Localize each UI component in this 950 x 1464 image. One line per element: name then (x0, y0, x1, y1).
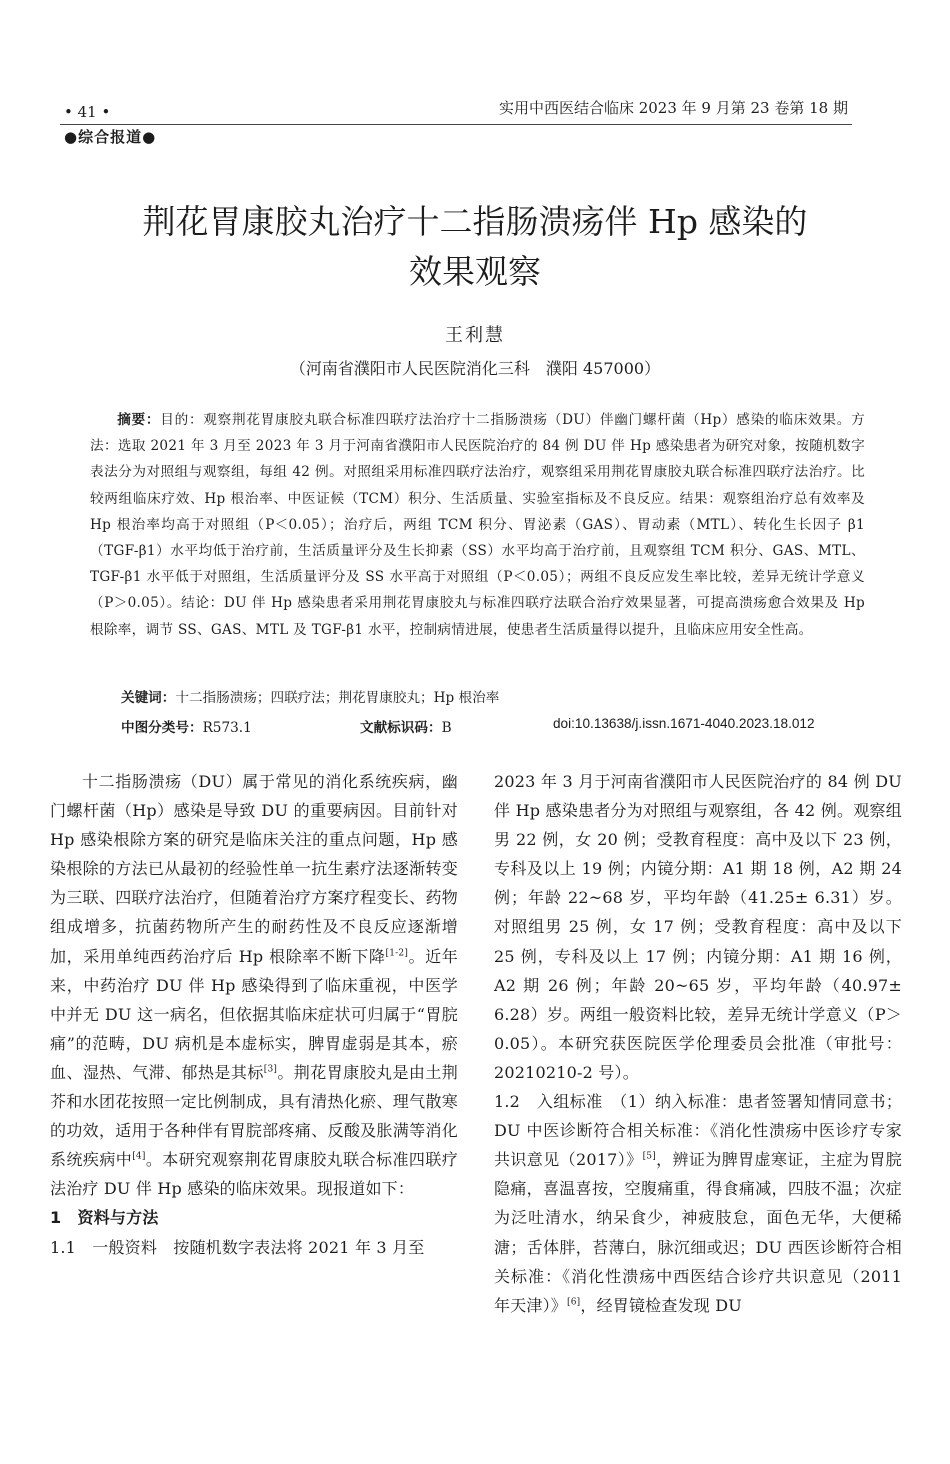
criteria-text-b: ，辨证为脾胃虚寒证，主症为胃脘隐痛，喜温喜按，空腹痛重，得食痛减，四肢不温；次症为泛吐清水，纳呆食少，神疲肢怠，面色无华，大便稀溏；舌体胖，苔薄白，脉沉细或迟；DU 西医诊断符合相关标准：《消化性溃疡中西医结合诊疗共识意见（2011 年天津）》 (494, 1150, 902, 1315)
general-data-paragraph: 2023 年 3 月于河南省濮阳市人民医院治疗的 84 例 DU 伴 Hp 感染患者分为对照组与观察组，各 42 例。观察组男 22 例，女 20 例；受教育程度：高中及以下 23 例，专科及以上 19 例；内镜分期：A1 期 18 例，A2 期 24 例；年龄 22~68 岁，平均年龄（41.25± 6.31）岁。对照组男 25 例，女 17 例；受教育程度：高中及以下 25 例，专科及以上 17 例；内镜分期：A1 期 16 例，A2 期 26 例；年龄 20~65 岁，平均年龄（40.97± 6.28）岁。两组一般资料比较，差异无统计学意义（P＞0.05）。本研究获医院医学伦理委员会批准（审批号：20210210-2 号）。 (494, 772, 902, 1082)
doc-code-label: 文献标识码： (360, 720, 442, 736)
section-tag: ●综合报道● (64, 128, 157, 146)
body-right-column (494, 767, 902, 1320)
citation: [3] (263, 1064, 278, 1075)
intro-paragraph (50, 767, 458, 1203)
abstract-text: 目的：观察荆花胃康胶丸联合标准四联疗法治疗十二指肠溃疡（DU）伴幽门螺杆菌（Hp）感染的临床效果。方法：选取 2021 年 3 月至 2023 年 3 月于河南省濮阳市人民医院治疗的 84 例 DU 伴 Hp 感染患者为研究对象，按随机数字表法分为对照组与观察组，每组 42 例。对照组采用标准四联疗法治疗，观察组采用荆花胃康胶丸联合标准四联疗法治疗。比较两组临床疗效、Hp 根治率、中医证候（TCM）积分、生活质量、实验室指标及不良反应。结果：观察组治疗总有效率及 Hp 根治率均高于对照组（P＜0.05）；治疗后，两组 TCM 积分、胃泌素（GAS）、胃动素（MTL）、转化生长因子 β1（TGF-β1）水平均低于治疗前，生活质量评分及生长抑素（SS）水平均高于治疗前，且观察组 TCM 积分、GAS、MTL、TGF-β1 水平低于对照组，生活质量评分及 SS 水平高于对照组（P＜0.05）；两组不良反应发生率比较，差异无统计学意义（P＞0.05）。结论：DU 伴 Hp 感染患者采用荆花胃康胶丸与标准四联疗法联合治疗效果显著，可提高溃疡愈合效果及 Hp 根除率，调节 SS、GAS、MTL 及 TGF-β1 水平，控制病情进展，使患者生活质量得以提升，且临床应用安全性高。 (90, 412, 865, 638)
intro-text-d: 。本研究观察荆花胃康胶丸联合标准四联疗法治疗 DU 伴 Hp 感染的临床效果。现报道如下： (50, 1150, 458, 1199)
doc-code-value: B (441, 720, 452, 736)
subsection-heading-1-1: 1.1 一般资料 (50, 1237, 158, 1257)
abstract (90, 407, 865, 643)
citation: [1-2] (385, 948, 409, 959)
subsection-1-2 (494, 1087, 902, 1320)
subsection-1-1 (50, 1233, 458, 1262)
subsection-heading-1-2: 1.2 入组标准 (494, 1092, 603, 1112)
subsection-1-1-text: 按随机数字表法将 2021 年 3 月至 (173, 1237, 425, 1257)
citation: [4] (132, 1151, 146, 1162)
header-rule (60, 124, 852, 125)
abstract-label: 摘要： (117, 412, 161, 428)
keywords-label: 关键词： (121, 690, 176, 706)
section-heading-1: 1 资料与方法 (50, 1208, 159, 1228)
intro-text-c: 。荆花胃康胶丸是由土荆芥和水团花按照一定比例制成，具有清热化瘀、理气散寒的功效，适用于各种伴有胃脘部疼痛、反酸及胀满等消化系统疾病中 (50, 1062, 458, 1170)
body-left-column (50, 767, 458, 1262)
affiliation: （河南省濮阳市人民医院消化三科 濮阳 457000） (289, 359, 661, 378)
article-title-line2: 效果观察 (409, 252, 541, 291)
citation: [6] (567, 1297, 581, 1308)
criteria-text-c: ，经胃镜检查发现 DU (580, 1295, 742, 1315)
journal-header: 实用中西医结合临床 2023 年 9 月第 23 卷第 18 期 (498, 99, 848, 117)
page-number: • 41 • (64, 103, 111, 121)
intro-text-a: 十二指肠溃疡（DU）属于常见的消化系统疾病，幽门螺杆菌（Hp）感染是导致 DU 的重要病因。目前针对 Hp 感染根除方案的研究是临床关注的重点问题，Hp 感染根除的方法已从最初的经验性单一抗生素疗法逐渐转变为三联、四联疗法治疗，但随着治疗方案疗程变长、药物组成增多，抗菌药物所产生的耐药性及不良反应逐渐增加，采用单纯西药治疗后 Hp 根除率不断下降 (50, 772, 458, 966)
author: 王利慧 (445, 325, 505, 346)
keywords-text: 十二指肠溃疡；四联疗法；荆花胃康胶丸；Hp 根治率 (175, 690, 500, 706)
doi: doi:10.13638/j.issn.1671-4040.2023.18.012 (553, 716, 815, 731)
clc-value: R573.1 (202, 720, 252, 736)
keywords (121, 686, 499, 706)
clc-label: 中图分类号： (121, 720, 203, 736)
clc-number (121, 716, 252, 736)
document-code (360, 716, 452, 736)
citation: [5] (642, 1151, 656, 1162)
intro-text-b: 。近年来，中药治疗 DU 伴 Hp 感染得到了临床重视，中医学中并无 DU 这一病名，但依据其临床症状可归属于“胃脘痛”的范畴，DU 病机是本虚标实，脾胃虚弱是其本，瘀血、湿热、气滞、郁热是其标 (50, 946, 458, 1082)
article-title-line1: 荆花胃康胶丸治疗十二指肠溃疡伴 Hp 感染的 (142, 202, 808, 241)
criteria-text-a: （1）纳入标准：患者签署知情同意书；DU 中医诊断符合相关标准：《消化性溃疡中医诊疗专家共识意见（2017）》 (494, 1092, 903, 1170)
